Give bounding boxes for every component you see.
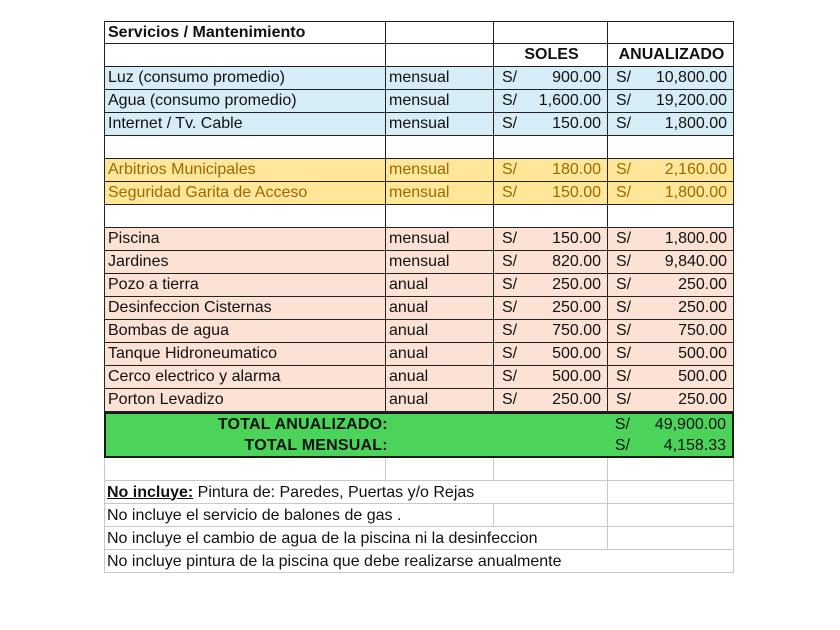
annualized-value: 500.00 [678, 345, 727, 362]
frequency-cell[interactable]: anual [386, 320, 494, 343]
currency-symbol: S/ [616, 322, 632, 339]
frequency-cell[interactable]: anual [386, 297, 494, 320]
concept-cell[interactable]: Tanque Hidroneumatico [104, 343, 386, 366]
spacer-row [104, 136, 734, 159]
header-row [104, 44, 734, 67]
annualized-value: 10,800.00 [655, 69, 727, 86]
currency-symbol: S/ [616, 115, 632, 132]
annualized-value: 1,800.00 [664, 184, 727, 201]
table-row [104, 389, 734, 412]
currency-symbol: S/ [616, 391, 632, 408]
concept-cell[interactable]: Internet / Tv. Cable [104, 113, 386, 136]
soles-value: 250.00 [552, 391, 601, 408]
soles-value: 150.00 [552, 184, 601, 201]
table-row [104, 90, 734, 113]
frequency-cell[interactable]: anual [386, 389, 494, 412]
concept-cell[interactable]: Jardines [104, 251, 386, 274]
annualized-cell[interactable] [608, 366, 734, 389]
groups-container [104, 67, 734, 412]
currency-symbol: S/ [616, 230, 632, 247]
soles-value: 500.00 [552, 345, 601, 362]
empty-cell[interactable] [104, 458, 386, 481]
note-rest: Pintura de: Paredes, Puertas y/o Rejas [193, 483, 475, 501]
currency-symbol: S/ [502, 69, 518, 86]
notes-section [104, 458, 734, 573]
annualized-cell[interactable] [608, 389, 734, 412]
currency-symbol: S/ [502, 276, 518, 293]
frequency-cell[interactable]: anual [386, 366, 494, 389]
empty-cell[interactable] [386, 44, 494, 67]
empty-cell[interactable] [608, 481, 734, 504]
total-monthly-label: TOTAL MENSUAL: [244, 436, 388, 454]
table-row [104, 159, 734, 182]
concept-cell[interactable]: Seguridad Garita de Acceso [104, 182, 386, 205]
empty-cell[interactable] [608, 504, 734, 527]
table-row [104, 67, 734, 90]
soles-cell[interactable] [494, 182, 608, 205]
empty-cell[interactable] [608, 205, 734, 228]
annualized-value: 250.00 [678, 276, 727, 293]
frequency-cell[interactable]: mensual [386, 90, 494, 113]
annualized-value: 1,800.00 [664, 115, 727, 132]
currency-symbol: S/ [616, 161, 632, 178]
annualized-cell[interactable] [608, 297, 734, 320]
empty-cell[interactable] [494, 205, 608, 228]
empty-cell[interactable] [494, 136, 608, 159]
empty-cell[interactable] [386, 21, 494, 44]
soles-cell[interactable] [494, 90, 608, 113]
soles-value: 750.00 [552, 322, 601, 339]
note-row [104, 550, 734, 573]
annualized-cell[interactable] [608, 90, 734, 113]
soles-cell[interactable] [494, 389, 608, 412]
soles-cell[interactable] [494, 366, 608, 389]
table-row [104, 297, 734, 320]
annualized-value: 750.00 [678, 322, 727, 339]
annualized-cell[interactable] [608, 182, 734, 205]
soles-cell[interactable] [494, 297, 608, 320]
currency-symbol: S/ [502, 115, 518, 132]
total-annual-label: TOTAL ANUALIZADO: [217, 415, 388, 433]
currency-symbol: S/ [502, 184, 518, 201]
annualized-cell[interactable] [608, 343, 734, 366]
empty-cell[interactable] [494, 458, 608, 481]
notes-spacer-row [104, 458, 734, 481]
concept-cell[interactable]: Pozo a tierra [104, 274, 386, 297]
soles-value: 150.00 [552, 230, 601, 247]
soles-value: 820.00 [552, 253, 601, 270]
empty-cell[interactable] [494, 504, 608, 527]
currency-symbol: S/ [502, 391, 518, 408]
empty-cell[interactable] [104, 44, 386, 67]
currency-symbol: S/ [502, 299, 518, 316]
annualized-value: 250.00 [678, 391, 727, 408]
soles-value: 150.00 [552, 115, 601, 132]
empty-cell[interactable] [608, 458, 734, 481]
title-row [104, 21, 734, 44]
total-annual-value: 49,900.00 [654, 415, 726, 433]
soles-cell[interactable] [494, 343, 608, 366]
empty-cell[interactable] [608, 21, 734, 44]
annualized-cell[interactable] [608, 159, 734, 182]
soles-value: 900.00 [552, 69, 601, 86]
frequency-cell[interactable]: anual [386, 274, 494, 297]
frequency-cell[interactable]: mensual [386, 67, 494, 90]
empty-cell[interactable] [104, 205, 386, 228]
frequency-cell[interactable]: mensual [386, 228, 494, 251]
table-row [104, 182, 734, 205]
note-row [104, 504, 734, 527]
currency-symbol: S/ [616, 299, 632, 316]
annualized-value: 500.00 [678, 368, 727, 385]
totals-labels [106, 414, 494, 456]
currency-symbol: S/ [616, 276, 632, 293]
note-prefix: No incluye: [107, 483, 194, 501]
annualized-value: 9,840.00 [664, 253, 727, 270]
empty-cell[interactable] [386, 136, 494, 159]
soles-value: 500.00 [552, 368, 601, 385]
soles-cell[interactable] [494, 320, 608, 343]
frequency-cell[interactable]: mensual [386, 159, 494, 182]
concept-cell[interactable]: Desinfeccion Cisternas [104, 297, 386, 320]
total-monthly-value: 4,158.33 [663, 436, 726, 454]
table-row [104, 343, 734, 366]
annualized-value: 250.00 [678, 299, 727, 316]
annualized-cell[interactable] [608, 274, 734, 297]
frequency-cell[interactable]: anual [386, 343, 494, 366]
empty-cell[interactable] [608, 136, 734, 159]
header-anualizado[interactable]: ANUALIZADO [608, 44, 734, 67]
currency-symbol: S/ [616, 184, 632, 201]
soles-cell[interactable] [494, 274, 608, 297]
currency-symbol: S/ [616, 253, 632, 270]
spacer-row [104, 205, 734, 228]
currency-symbol: S/ [502, 368, 518, 385]
table-row [104, 274, 734, 297]
frequency-cell[interactable]: mensual [386, 113, 494, 136]
annualized-value: 19,200.00 [655, 92, 727, 109]
table-row [104, 366, 734, 389]
annualized-value: 1,800.00 [664, 230, 727, 247]
concept-cell[interactable]: Luz (consumo promedio) [104, 67, 386, 90]
totals-values [607, 414, 732, 456]
concept-cell[interactable]: Agua (consumo promedio) [104, 90, 386, 113]
note-text[interactable]: No incluye el servicio de balones de gas . [107, 506, 402, 524]
soles-value: 250.00 [552, 299, 601, 316]
currency-symbol: S/ [502, 92, 518, 109]
concept-cell[interactable]: Bombas de agua [104, 320, 386, 343]
concept-cell[interactable]: Arbitrios Municipales [104, 159, 386, 182]
currency-symbol: S/ [502, 322, 518, 339]
currency-symbol: S/ [616, 368, 632, 385]
empty-cell[interactable] [608, 527, 734, 550]
concept-cell[interactable]: Cerco electrico y alarma [104, 366, 386, 389]
empty-cell[interactable] [386, 205, 494, 228]
annualized-cell[interactable] [608, 113, 734, 136]
soles-cell[interactable] [494, 67, 608, 90]
soles-cell[interactable] [494, 159, 608, 182]
note-text[interactable] [107, 481, 474, 504]
soles-value: 180.00 [552, 161, 601, 178]
note-row [104, 481, 734, 504]
empty-cell[interactable] [104, 136, 386, 159]
currency-symbol: S/ [502, 161, 518, 178]
currency-symbol: S/ [616, 69, 632, 86]
soles-value: 1,600.00 [538, 92, 601, 109]
total-monthly-value-cell[interactable] [615, 437, 726, 455]
table-row [104, 113, 734, 136]
table-row [104, 320, 734, 343]
annualized-cell[interactable] [608, 320, 734, 343]
note-text[interactable]: No incluye pintura de la piscina que debe realizarse anualmente [107, 552, 562, 570]
empty-cell[interactable] [494, 21, 608, 44]
annualized-cell[interactable] [608, 228, 734, 251]
services-table [104, 21, 734, 573]
currency-symbol: S/ [502, 230, 518, 247]
soles-cell[interactable] [494, 228, 608, 251]
currency-symbol: S/ [616, 345, 632, 362]
soles-cell[interactable] [494, 113, 608, 136]
frequency-cell[interactable]: mensual [386, 182, 494, 205]
soles-value: 250.00 [552, 276, 601, 293]
concept-cell[interactable]: Porton Levadizo [104, 389, 386, 412]
soles-cell[interactable] [494, 251, 608, 274]
empty-cell[interactable] [386, 458, 494, 481]
frequency-cell[interactable]: mensual [386, 251, 494, 274]
table-title[interactable]: Servicios / Mantenimiento [104, 21, 386, 44]
header-soles[interactable]: SOLES [494, 44, 608, 67]
note-text[interactable]: No incluye el cambio de agua de la piscina ni la desinfeccion [107, 529, 538, 547]
currency-symbol: S/ [502, 345, 518, 362]
table-row [104, 228, 734, 251]
currency-symbol: S/ [614, 415, 630, 433]
annualized-cell[interactable] [608, 67, 734, 90]
totals-spacer [494, 414, 607, 456]
currency-symbol: S/ [616, 92, 632, 109]
note-row [104, 527, 734, 550]
concept-cell[interactable]: Piscina [104, 228, 386, 251]
totals-block [104, 412, 734, 458]
currency-symbol: S/ [502, 253, 518, 270]
annualized-value: 2,160.00 [664, 161, 727, 178]
currency-symbol: S/ [614, 436, 630, 454]
table-row [104, 251, 734, 274]
annualized-cell[interactable] [608, 251, 734, 274]
total-annual-value-cell[interactable] [615, 416, 726, 434]
